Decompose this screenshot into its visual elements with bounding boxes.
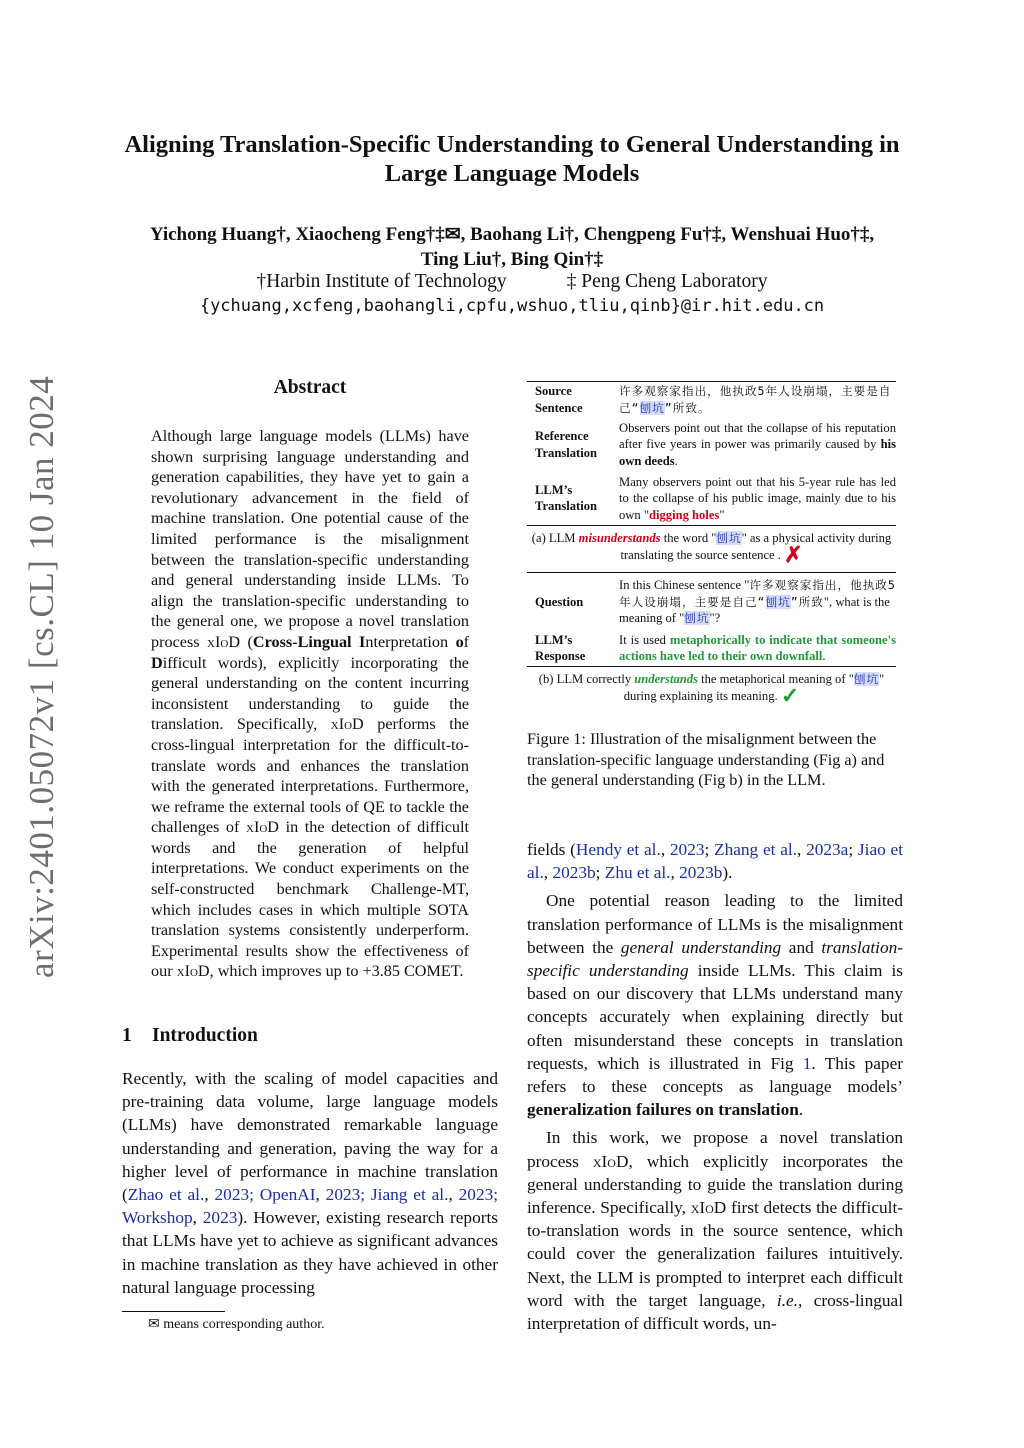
citation-link[interactable]: Jiao et al. (527, 840, 904, 883)
author-emails[interactable]: {ychuang,xcfeng,baohangli,cpfu,wshuo,tliu,qinb}@ir.hit.edu.cn (199, 296, 825, 316)
question-text: In this Chinese sentence "许多观察家指出，他执政5年人设崩塌，主要是自己“刨坑”所致", what is the meaning of "刨坑"? (619, 578, 896, 625)
affiliation-hit: †Harbin Institute of Technology (256, 271, 507, 292)
authors-line-2: Ting Liu†, Bing Qin†‡ (420, 249, 604, 270)
reference-translation-label: Reference Translation (535, 429, 598, 460)
question-label: Question (535, 594, 584, 609)
citation-link[interactable]: Zhu et al. (604, 863, 671, 883)
cross-mark-icon: ✗ (784, 541, 803, 567)
citation-link[interactable]: 2023 (202, 1208, 238, 1228)
affiliations (0, 270, 1024, 294)
paper-title (0, 130, 1024, 188)
citation-link[interactable]: 2023 (325, 1185, 361, 1205)
citation-link[interactable]: OpenAI (259, 1185, 316, 1205)
citation-link[interactable]: 2023a (806, 840, 849, 859)
source-sentence-label: Source Sentence (535, 384, 583, 415)
section-heading-introduction: 1 Introduction (122, 1025, 258, 1046)
llm-response-label: LLM’s Response (535, 632, 586, 664)
abstract-text: Although large language models (LLMs) have shown surprising language understanding and generation capabilities, they have yet to gain a revolutionary advancement in the field of machine translation. One potential cause of the limited performance is the misalignment between the translation-specific understanding and general understanding inside LLMs. To align the translation-specific understanding to the general one, we propose a novel translation process xIoD (Cross-Lingual Interpretation of Difficult words), explicitly incorporating the general understanding on the content incurring inconsistent understanding to guide the translation. Specifically, xIoD performs the cross-lingual interpretation for the difficult-to-translate words and enhances the translation with the generated interpretations. Furthermore, we reframe the external tools of QE to tackle the challenges of xIoD in the detection of difficult words and the generation of helpful interpretations. We conduct experiments on the self-constructed benchmark Challenge-MT, which includes cases in which multiple SOTA translation systems consistently underperform. Experimental results show the effectiveness of our xIoD, which improves up to +3.85 COMET. (151, 427, 470, 981)
title-line-1: Aligning Translation-Specific Understanding to General Understanding in (124, 131, 900, 158)
affiliation-pcl: ‡ Peng Cheng Laboratory (566, 271, 768, 292)
citation-link[interactable]: Hendy et al. (575, 840, 661, 859)
method-paragraph: In this work, we propose a novel translation process xIoD, which explicitly incorporates the general understanding to guide the translation during inference. Specifically, xIoD first detects the difficult-to-translation words in the source sentence, which could cover the generalization failures intuitively. Next, the LLM is prompted to interpret each difficult word with the target language, i.e., cross-lingual interpretation of difficult words, un- (527, 1128, 904, 1334)
citation-link[interactable]: Workshop (122, 1208, 193, 1228)
abstract-heading: Abstract (273, 377, 347, 398)
figure-1-caption: Figure 1: Illustration of the misalignment between the translation-specific language understanding (Fig a) and the general understanding (Fig b) in the LLM. (527, 730, 885, 790)
figure-panel-b (527, 572, 896, 667)
llm-translation-label: LLM’s Translation (535, 482, 598, 514)
author-list (0, 222, 1024, 272)
check-mark-icon: ✓ (780, 682, 800, 708)
footnote-rule (122, 1311, 225, 1312)
arxiv-identifier: arXiv:2401.05072v1 [cs.CL] 10 Jan 2024 (22, 375, 61, 978)
figure-subcaption-b: (b) LLM correctly understands the metaphorical meaning of "刨坑" during explaining its meaning. ✓ (538, 672, 885, 708)
misalignment-paragraph: One potential reason leading to the limited translation performance of LLMs is the misalignment between the general understanding and translation-specific understanding inside LLMs. This claim is based on our discovery that LLMs understand many concepts accurately when explaining directly but often misunderstand these concepts in translation requests, which is illustrated in Fig 1. This paper refers to these concepts as language models’ generalization failures on translation. (527, 891, 903, 1120)
citation-link[interactable]: Jiang et al. (370, 1185, 449, 1205)
footnote: ✉ means corresponding author. (148, 1317, 325, 1332)
citation-link[interactable]: 2023 (458, 1185, 494, 1205)
llm-translation: Many observers point out that his 5-year rule has led to the collapse of his public image, mainly due to his own "digging holes" (619, 474, 896, 522)
authors-line-1: Yichong Huang†, Xiaocheng Feng†‡✉, Baohang Li†, Chengpeng Fu†‡, Wenshuai Huo†‡, (149, 224, 875, 245)
intro-paragraph: Recently, with the scaling of model capacities and pre-training data volume, large language models (LLMs) have demonstrated remarkable language understanding and generation, paving the way for a higher level of performance in machine translation (Zhao et al., 2023; OpenAI, 2023; Jiang et al., 2023; Workshop, 2023). However, existing research reports that LLMs have yet to achieve as significant advances in machine translation as they have achieved in other natural language processing (122, 1069, 499, 1297)
right-column-text (527, 838, 903, 1335)
figure-1 (527, 381, 896, 708)
citation-link[interactable]: 2023b (552, 863, 596, 883)
source-sentence: 许多观察家指出，他执政5年人设崩塌，主要是自己“刨坑”所致。 (619, 384, 892, 415)
citation-link[interactable]: 2023 (214, 1185, 250, 1205)
citation-link[interactable]: 2023b (679, 863, 723, 883)
figure-panel-a (527, 381, 896, 526)
method-name: xIoD (207, 632, 241, 651)
figure-subcaption-a: (a) LLM misunderstands the word "刨坑" as a physical activity during translating the source sentence . ✗ (531, 531, 892, 567)
llm-response: It is used metaphorically to indicate that someone's actions have led to their own downfall. (619, 632, 896, 664)
citation-link[interactable]: Zhang et al. (714, 840, 798, 859)
figure-reference-link[interactable]: 1 (802, 1053, 812, 1073)
reference-translation: Observers point out that the collapse of his reputation after five years in power was primarily caused by his own deeds. (619, 420, 896, 468)
citation-link[interactable]: Zhao et al. (127, 1185, 205, 1205)
citation-link[interactable]: 2023 (669, 840, 705, 859)
continuation-paragraph: fields (Hendy et al., 2023; Zhang et al., 2023a; Jiao et al., 2023b; Zhu et al., 2023b). (527, 840, 904, 883)
title-line-2: Large Language Models (384, 160, 640, 187)
